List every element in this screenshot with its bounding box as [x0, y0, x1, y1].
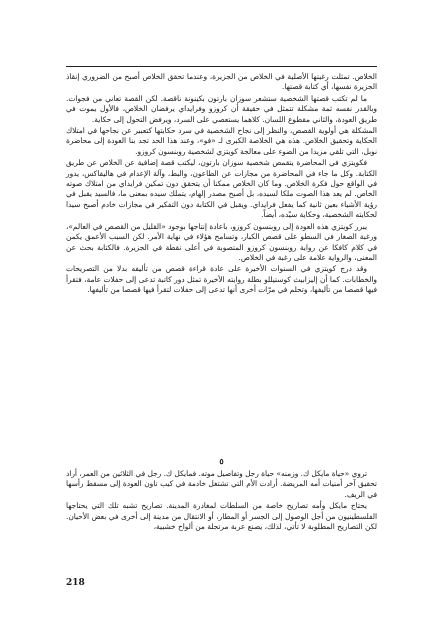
paragraph: يحتاج مايكل وأمه تصاريح خاصة من السلطات لمغادرة المدينة. تصاريح تشبه تلك التي يحتاجها الفلسطينيون من أجل الوصول إلى الجسر أو المطار، أو الانتقال من مدينة إلى أخرى في بعض الأحيان. لكن التصاريح المطلوبة لا تأتي، لذلك، يصنع عربة مرتجلة من ألواح خشبية،: [66, 501, 377, 532]
paragraph: ما لم تكتب قصتها الشخصية ستشعر سوزان بارتون بكينونة ناقصة. لكن القصة تعاني من فجوات. وبالقدر نفسه ثمة مشكلة تتمثل في حقيقة أن كروزو وفرايداي يرفضان الخلاص، فالأول يموت في طريق العودة، والثاني مقطوع اللسان. كلاهما يستعصي على السرد، ويرفض التحول إلى حكاية.: [66, 93, 377, 124]
paragraph: فكويتزي في المحاضرة يتقمص شخصية سوزان بارتون، ليكتب قصة إضافية عن الخلاص عن طريق الكتابة. وكل ما جاء في المحاضرة من مجازات عن الطاعون، والبط، وآلة الإعدام في هاليفاكس، يدور في الواقع حول فكرة الخلاص. وما كان الخلاص ممكنا أن يتحقق دون تمكين فرايداي من امتلاك صوته الخاص. لم يعد هذا الصوت ملكا لسيده، بل أصبح مصدر إلهام، يتملك سيده بمعنى ما، فالسيد يقبل في رؤية الأشياء بعين ثانية كما يفعل فرايداي. ويقبل في الكتابة دون التفكير في مجازات خادم أصبح سيدا لحكايته الشخصية، وحكاية سيّده، أيضاً.: [66, 158, 377, 220]
paragraph: تروي «حياة مايكل ك. وزمنه» حياة رجل وتفاصيل موته. فمايكل ك. رجل في الثلاثين من العمر، أراد تحقيق آخر أمنيات أمه المريضة. أرادت الأم التي تشتغل خادمة في كيب تاون العودة إلى مسقط رأسها في الريف.: [66, 469, 377, 499]
main-text-block: [66, 72, 377, 297]
page-number: 218: [66, 578, 85, 588]
section-text-block: [66, 469, 377, 533]
paragraph: الخلاص. تمثلت رغبتها الأصلية في الخلاص من الجزيرة، وعندما تحقق الخلاص أصبح من الضروري إنقاذ الجزيرة نفسها، أي كتابة قصتها.: [66, 72, 377, 92]
paragraph: وقد درج كويتزي في السنوات الأخيرة على عادة قراءة قصص من تأليفه بدلا من التصريحات والخطابات. كما أن إليزابيث كوستيللو بطلة روايته الأخيرة تمثل دور كاتبة تدعى إلى حفلات عامة، فتقرأ فيها قصصا من تأليفها، وتحلم في مرّات أخرى أنها تدعى إلى حفلات لتقرأ فيها قصصا من تأليفها.: [66, 264, 377, 295]
paragraph: يبرر كويتزي هذه العودة إلى روبنسون كروزو، باعادة إنتاجها بوجود «القليل من القصص في العالم»، ورغبة الصغار في السطو على قصص الكبار، وتسامح هؤلاء في نهاية الأمر. لكن السبب الأعمق يكمن في كلام كافكا عن رواية روبنسون كروزو المتصوبة في أعلى نقطة في الجزيرة. فالكتابة بحث عن المعنى، والرواية علامة على رغبة في الخلاص.: [66, 221, 377, 262]
section-number: ٥: [219, 456, 224, 466]
top-rule: [66, 66, 377, 67]
paragraph: المشكلة هي أولوية القصص، والنظر إلى نجاح الشخصية في سرد حكايتها كتعبير عن نجاحها في امتلاك الحكاية وتحقيق الخلاص. هذه هي الخلاصة الكبرى لـ «فو»، وعند هذا الحد تجد بنا العودة إلى محاضرة نوبل، التي تلقي مزيدا من الضوء على معالجة كويتزي لشخصية روبنسون كروزو.: [66, 126, 377, 156]
